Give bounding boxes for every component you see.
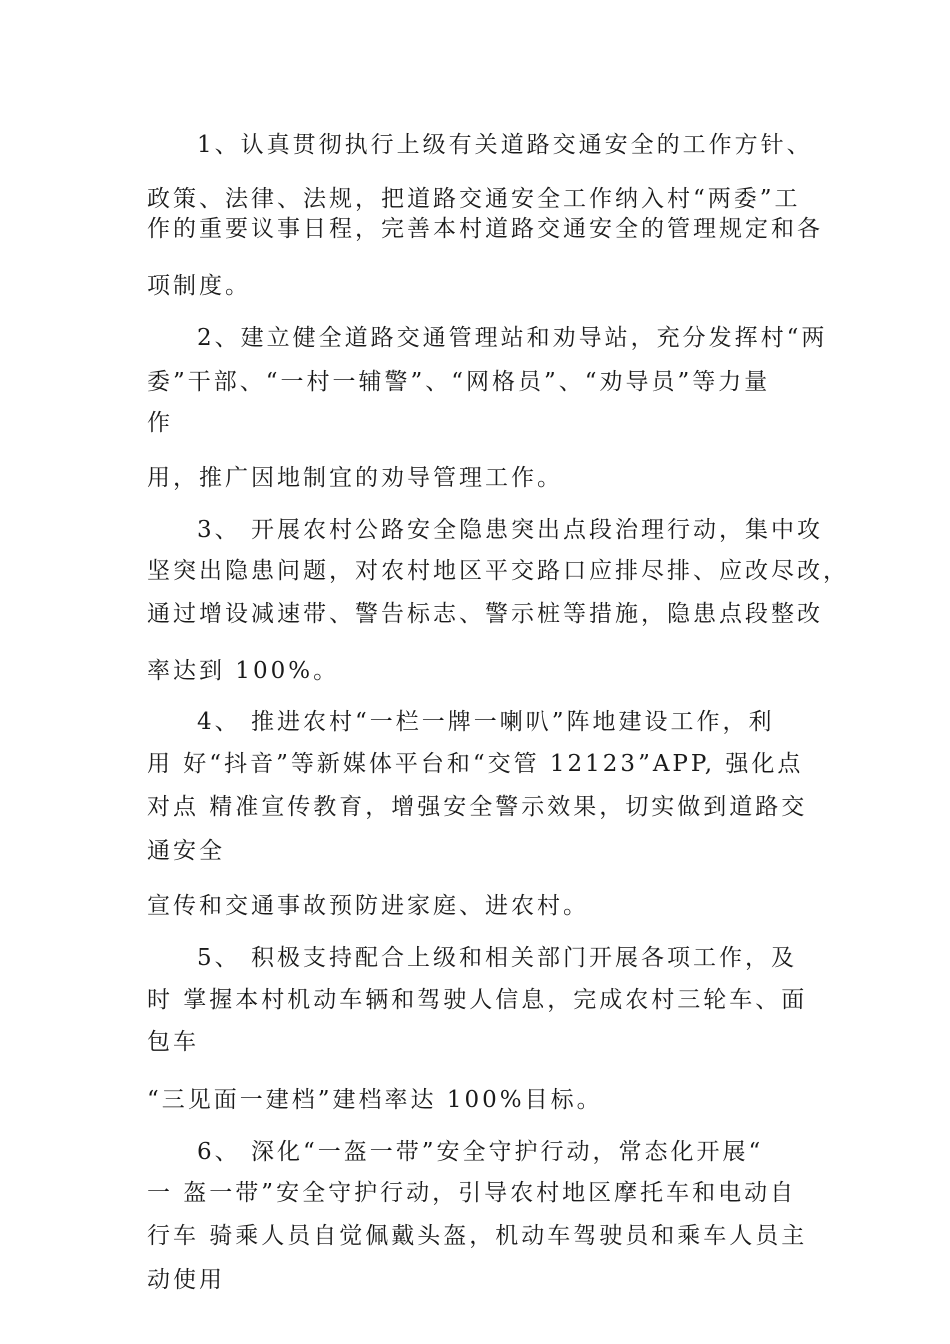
text-line-19: 时 掌握本村机动车辆和驾驶人信息，完成农村三轮车、面	[147, 987, 808, 1013]
text-line-25: 动使用	[147, 1267, 225, 1293]
text-line-9: 3、 开展农村公路安全隐患突出点段治理行动，集中攻	[197, 517, 823, 543]
text-line-22: 6、 深化“一盔一带”安全守护行动，常态化开展“	[197, 1139, 764, 1165]
text-line-8: 用，推广因地制宜的劝导管理工作。	[147, 465, 563, 491]
text-line-6: 委”干部、“一村一辅警”、“网格员”、“劝导员”等力量	[147, 369, 771, 395]
text-line-13: 4、 推进农村“一栏一牌一喇叭”阵地建设工作，利	[197, 709, 775, 735]
text-line-7: 作	[147, 410, 173, 436]
text-line-5: 2、建立健全道路交通管理站和劝导站，充分发挥村“两	[197, 325, 828, 351]
text-line-11: 通过增设减速带、警告标志、警示桩等措施，隐患点段整改	[147, 601, 823, 627]
text-line-12: 率达到 100%。	[147, 658, 340, 684]
text-line-1: 1、认真贯彻执行上级有关道路交通安全的工作方针、	[197, 132, 813, 158]
text-line-16: 通安全	[147, 838, 225, 864]
text-line-18: 5、 积极支持配合上级和相关部门开展各项工作，及	[197, 945, 797, 971]
text-line-15: 对点 精准宣传教育，增强安全警示效果，切实做到道路交	[147, 794, 808, 820]
text-line-23: 一 盔一带”安全守护行动，引导农村地区摩托车和电动自	[147, 1180, 797, 1206]
text-line-3: 作的重要议事日程，完善本村道路交通安全的管理规定和各	[147, 216, 823, 242]
text-line-17: 宣传和交通事故预防进家庭、进农村。	[147, 893, 589, 919]
text-line-10: 坚突出隐患问题，对农村地区平交路口应排尽排、应改尽改，	[147, 558, 849, 584]
text-line-4: 项制度。	[147, 273, 251, 299]
text-line-14: 用 好“抖音”等新媒体平台和“交管 12123”APP, 强化点	[147, 751, 804, 777]
text-line-21: “三见面一建档”建档率达 100%目标。	[147, 1087, 603, 1113]
text-line-20: 包车	[147, 1029, 199, 1055]
text-line-2: 政策、法律、法规，把道路交通安全工作纳入村“两委”工	[147, 186, 801, 212]
text-line-24: 行车 骑乘人员自觉佩戴头盔，机动车驾驶员和乘车人员主	[147, 1223, 808, 1249]
